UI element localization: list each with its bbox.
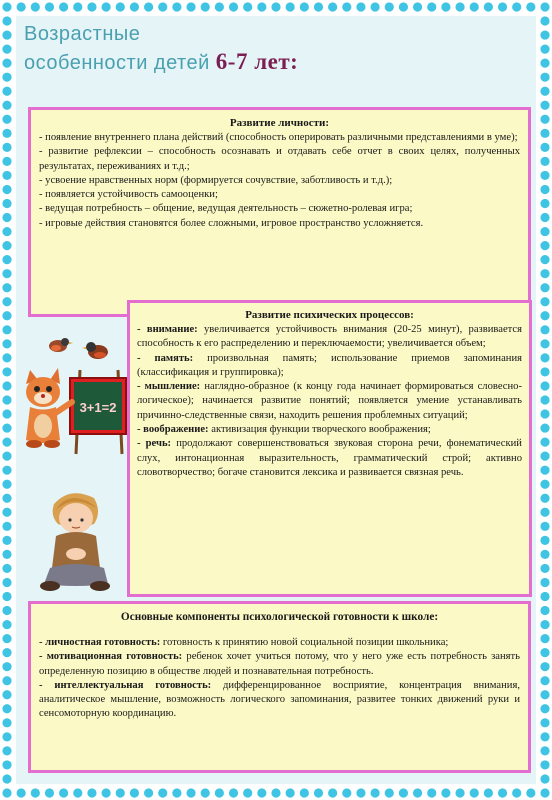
cat-chalkboard-illustration bbox=[18, 332, 130, 457]
readiness-item: - личностная готовность: готовность к принятию новой социальной позиции школьника; bbox=[39, 637, 449, 648]
mental-item: - речь: продолжают совершенствоваться звуковая сторона речи, фонематический слух, интонационная выразительность, грамматический строй; активно словотворчество; богаче становится лексика и развивается связная речь. bbox=[137, 438, 522, 478]
chalkboard-icon bbox=[70, 370, 126, 454]
bird-icon bbox=[82, 342, 108, 359]
board-text: 3+1=2 bbox=[79, 400, 117, 415]
school-readiness-box bbox=[28, 601, 531, 773]
personality-item: - появляется устойчивость самооценки; bbox=[39, 189, 218, 201]
mental-item: - воображение: активизация функции творческого воображения; bbox=[137, 424, 431, 436]
personality-item: - появление внутреннего плана действий (способность оперировать различными представлениями в уме); bbox=[39, 132, 518, 143]
readiness-item: - интеллектуальная готовность: дифференцированное восприятие, концентрация внимания, аналитическое мышление, возможность логического запоминания, развитее тонких движений руки и сенсомоторную координацию. bbox=[39, 679, 520, 720]
page-title bbox=[24, 20, 298, 77]
mental-item: - память: произвольная память; использование приемов запоминания (классификация и группировка); bbox=[137, 352, 523, 378]
cat-icon bbox=[26, 368, 72, 448]
personality-box bbox=[28, 107, 531, 317]
title-line-1: Возрастные bbox=[24, 23, 141, 45]
personality-heading: Развитие личности: bbox=[229, 117, 330, 129]
personality-item: - развитие рефлексии – способность осознавать и отдавать себе отчет в своих целях, полученных результатах, переживаниях и т.д.; bbox=[39, 146, 520, 172]
readiness-heading: Основные компоненты психологической готовности к школе: bbox=[120, 611, 439, 623]
mental-item: - мышление: наглядно-образное (к концу года начинает формироваться словесно-логическое); начинается развитие понятий; появляется умение устанавливать причинно-следственные связи, находить решения проблемных ситуаций; bbox=[137, 381, 522, 421]
personality-item: - усвоение нравственных норм (формируется сочувствие, заботливость и т.д.); bbox=[39, 174, 393, 186]
personality-item: - игровые действия становятся более сложными, игровое пространство усложняется. bbox=[39, 217, 424, 229]
personality-item: - ведущая потребность – общение, ведущая деятельность – сюжетно-ролевая игра; bbox=[39, 203, 413, 215]
sitting-boy-illustration bbox=[30, 484, 122, 594]
bird-icon bbox=[49, 338, 73, 352]
mental-processes-box bbox=[127, 300, 532, 597]
mental-item: - внимание: увеличивается устойчивость внимания (20-25 минут), развивается способность к его распределению и переключаемости; увеличивается объем; bbox=[137, 324, 523, 350]
readiness-item: - мотивационная готовность: ребенок хочет учиться потому, что у него уже есть потребность занять определенную позицию в обществе людей и познавательная потребность. bbox=[39, 651, 520, 677]
title-age: 6-7 лет: bbox=[215, 49, 299, 74]
mental-heading: Развитие психических процессов: bbox=[245, 309, 414, 321]
child-icon bbox=[40, 493, 110, 591]
title-line-2: особенности детей bbox=[24, 52, 210, 74]
